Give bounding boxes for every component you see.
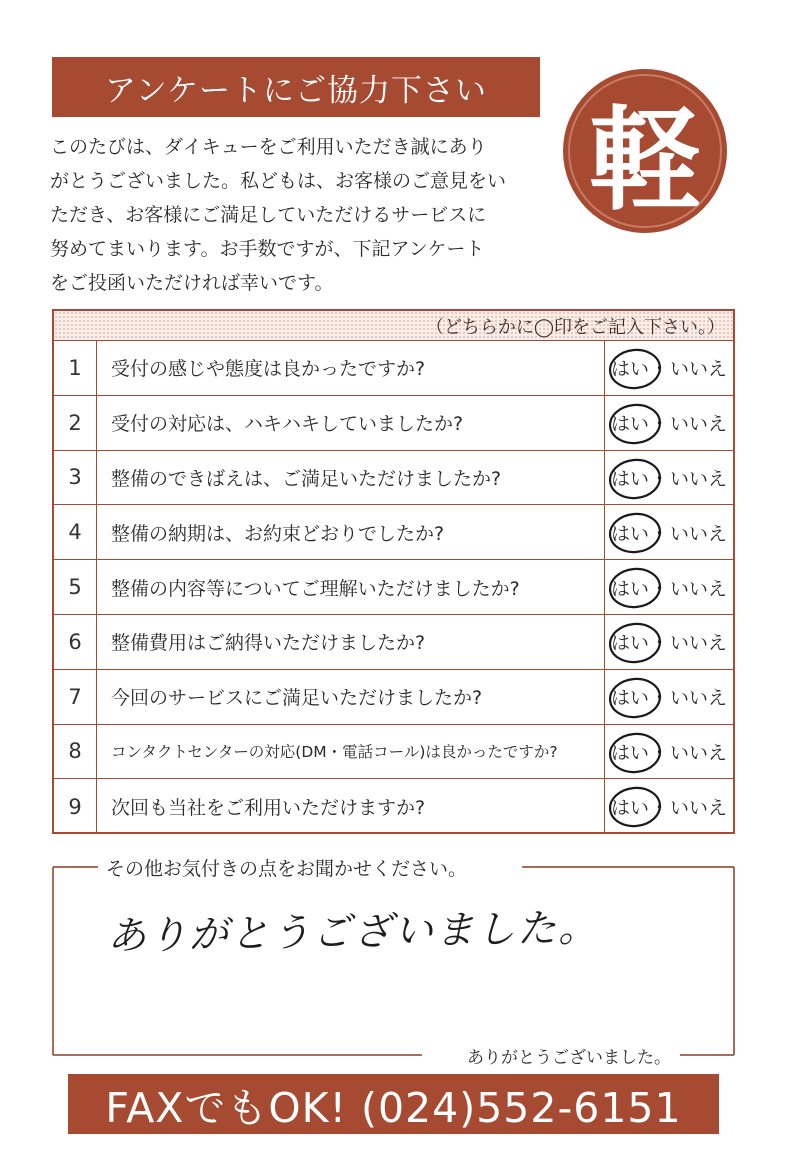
- answer-separator: ・: [649, 632, 669, 655]
- table-row: [54, 341, 733, 396]
- question-text: 整備の内容等についてご理解いただけましたか?: [97, 560, 605, 614]
- comments-thanks: ありがとうございました。: [461, 1043, 677, 1068]
- intro-line: 努めてまいります。お手数ですが、下記アンケート: [50, 238, 485, 260]
- answer-options: [605, 615, 733, 669]
- question-number: 7: [54, 670, 97, 724]
- table-row: [54, 451, 733, 506]
- answer-yes[interactable]: はい: [610, 522, 649, 545]
- answer-yes[interactable]: はい: [610, 467, 649, 490]
- fax-banner: FAXでもOK! (024)552-6151: [68, 1074, 719, 1134]
- answer-options: [605, 341, 733, 395]
- survey-table: [52, 309, 735, 834]
- answer-yes[interactable]: はい: [610, 413, 649, 436]
- answer-no[interactable]: いいえ: [670, 797, 728, 820]
- intro-text: [50, 130, 550, 300]
- question-number: 6: [54, 615, 97, 669]
- answer-no[interactable]: いいえ: [670, 632, 728, 655]
- handwritten-comment[interactable]: ありがとうございました。: [106, 905, 600, 960]
- answer-options: [605, 451, 733, 505]
- question-text: 次回も当社をご利用いただけますか?: [97, 779, 605, 834]
- intro-line: がとうございました。私どもは、お客様のご意見をい: [50, 170, 507, 192]
- answer-yes[interactable]: はい: [610, 687, 649, 710]
- answer-separator: ・: [649, 741, 669, 764]
- answer-yes[interactable]: はい: [610, 797, 649, 820]
- answer-no[interactable]: いいえ: [670, 467, 728, 490]
- table-row: [54, 396, 733, 451]
- answer-separator: ・: [649, 358, 669, 381]
- intro-line: このたびは、ダイキューをご利用いただき誠にあり: [50, 136, 487, 158]
- table-row: [54, 615, 733, 670]
- question-text: 受付の感じや態度は良かったですか?: [97, 341, 605, 395]
- question-number: 5: [54, 560, 97, 614]
- intro-line: ただき、お客様にご満足していただけるサービスに: [50, 204, 487, 226]
- table-row: [54, 505, 733, 560]
- question-number: 3: [54, 451, 97, 505]
- answer-yes[interactable]: はい: [610, 632, 649, 655]
- question-text: コンタクトセンターの対応(DM・電話コール)は良かったですか?: [97, 725, 605, 779]
- answer-separator: ・: [649, 687, 669, 710]
- question-number: 9: [54, 779, 97, 834]
- table-row: [54, 670, 733, 725]
- answer-options: [605, 670, 733, 724]
- table-instruction: （どちらかに◯印をご記入下さい。）: [54, 311, 733, 341]
- seal-character: 軽: [589, 94, 701, 226]
- survey-title: アンケートにご協力下さい: [52, 57, 540, 117]
- answer-options: [605, 505, 733, 559]
- answer-yes[interactable]: はい: [610, 358, 649, 381]
- answer-no[interactable]: いいえ: [670, 687, 728, 710]
- answer-options: [605, 779, 733, 834]
- question-text: 整備の納期は、お約束どおりでしたか?: [97, 505, 605, 559]
- answer-separator: ・: [649, 797, 669, 820]
- answer-separator: ・: [649, 522, 669, 545]
- table-row: [54, 560, 733, 615]
- question-text: 今回のサービスにご満足いただけましたか?: [97, 670, 605, 724]
- answer-no[interactable]: いいえ: [670, 358, 728, 381]
- question-number: 8: [54, 725, 97, 779]
- kei-seal-logo: [560, 66, 730, 236]
- answer-options: [605, 560, 733, 614]
- answer-options: [605, 396, 733, 450]
- table-row: [54, 779, 733, 834]
- comments-label: その他お気付きの点をお聞かせください。: [100, 854, 473, 881]
- question-number: 1: [54, 341, 97, 395]
- comments-box: [52, 858, 735, 1068]
- question-text: 受付の対応は、ハキハキしていましたか?: [97, 396, 605, 450]
- question-text: 整備費用はご納得いただけましたか?: [97, 615, 605, 669]
- answer-separator: ・: [649, 413, 669, 436]
- answer-no[interactable]: いいえ: [670, 577, 728, 600]
- question-number: 4: [54, 505, 97, 559]
- comments-border: [52, 866, 735, 1056]
- answer-no[interactable]: いいえ: [670, 413, 728, 436]
- question-text: 整備のできばえは、ご満足いただけましたか?: [97, 451, 605, 505]
- answer-no[interactable]: いいえ: [670, 522, 728, 545]
- answer-yes[interactable]: はい: [610, 577, 649, 600]
- answer-no[interactable]: いいえ: [670, 741, 728, 764]
- answer-separator: ・: [649, 577, 669, 600]
- question-number: 2: [54, 396, 97, 450]
- answer-separator: ・: [649, 467, 669, 490]
- table-row: [54, 725, 733, 780]
- intro-line: をご投函いただければ幸いです。: [50, 272, 334, 294]
- answer-yes[interactable]: はい: [610, 741, 649, 764]
- answer-options: [605, 725, 733, 779]
